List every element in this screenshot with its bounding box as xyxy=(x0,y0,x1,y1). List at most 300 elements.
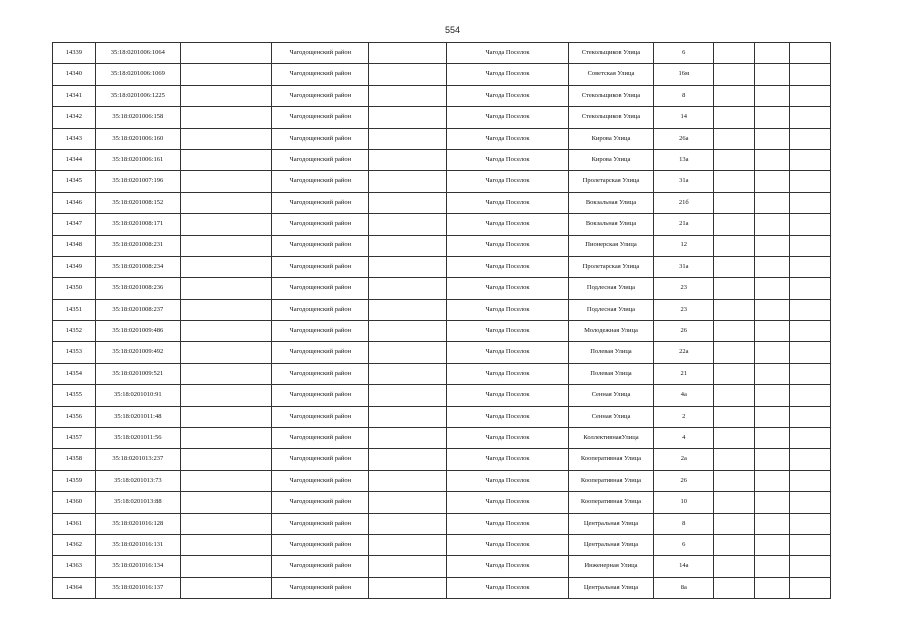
cadastral-number-cell: 35:18:0201016:128 xyxy=(95,513,180,534)
row-number-cell: 14355 xyxy=(53,385,96,406)
district-cell: Чагодощенский район xyxy=(272,470,369,491)
empty-cell xyxy=(369,534,447,555)
empty-cell xyxy=(755,428,790,449)
empty-cell xyxy=(369,406,447,427)
empty-cell xyxy=(180,577,272,598)
empty-cell xyxy=(714,363,755,384)
street-cell: Кирова Улица xyxy=(568,149,653,170)
empty-cell xyxy=(755,321,790,342)
row-number-cell: 14346 xyxy=(53,192,96,213)
district-cell: Чагодощенский район xyxy=(272,149,369,170)
empty-cell xyxy=(790,449,831,470)
table-row xyxy=(53,214,831,235)
house-number-cell: 26а xyxy=(654,128,714,149)
settlement-cell: Чагода Поселок xyxy=(447,171,569,192)
cadastral-number-cell: 35:18:0201013:73 xyxy=(95,470,180,491)
cadastral-number-cell: 35:18:0201008:152 xyxy=(95,192,180,213)
cadastral-number-cell: 35:18:0201011:56 xyxy=(95,428,180,449)
cadastral-number-cell: 35:18:0201006:1069 xyxy=(95,64,180,85)
empty-cell xyxy=(369,235,447,256)
empty-cell xyxy=(790,513,831,534)
cadastral-number-cell: 35:18:0201006:1064 xyxy=(95,43,180,64)
table-row xyxy=(53,406,831,427)
empty-cell xyxy=(755,299,790,320)
house-number-cell: 21б xyxy=(654,192,714,213)
empty-cell xyxy=(369,43,447,64)
empty-cell xyxy=(180,171,272,192)
house-number-cell: 26 xyxy=(654,470,714,491)
street-cell: Вокзальная Улица xyxy=(568,214,653,235)
empty-cell xyxy=(755,470,790,491)
cadastral-number-cell: 35:18:0201016:134 xyxy=(95,556,180,577)
table-row xyxy=(53,128,831,149)
empty-cell xyxy=(180,470,272,491)
cadastral-number-cell: 35:18:0201011:48 xyxy=(95,406,180,427)
house-number-cell: 21 xyxy=(654,363,714,384)
settlement-cell: Чагода Поселок xyxy=(447,214,569,235)
street-cell: Инженерная Улица xyxy=(568,556,653,577)
empty-cell xyxy=(790,43,831,64)
house-number-cell: 14а xyxy=(654,556,714,577)
district-cell: Чагодощенский район xyxy=(272,107,369,128)
empty-cell xyxy=(790,470,831,491)
cadastral-number-cell: 35:18:0201008:231 xyxy=(95,235,180,256)
table-row xyxy=(53,428,831,449)
house-number-cell: 26 xyxy=(654,321,714,342)
empty-cell xyxy=(714,321,755,342)
empty-cell xyxy=(714,278,755,299)
empty-cell xyxy=(180,85,272,106)
empty-cell xyxy=(755,107,790,128)
empty-cell xyxy=(180,534,272,555)
empty-cell xyxy=(755,171,790,192)
empty-cell xyxy=(369,449,447,470)
row-number-cell: 14342 xyxy=(53,107,96,128)
empty-cell xyxy=(755,556,790,577)
empty-cell xyxy=(180,214,272,235)
cadastral-number-cell: 35:18:0201010:91 xyxy=(95,385,180,406)
cadastral-number-cell: 35:18:0201008:234 xyxy=(95,256,180,277)
empty-cell xyxy=(714,556,755,577)
street-cell: Стекольщиков Улица xyxy=(568,43,653,64)
table-row xyxy=(53,470,831,491)
street-cell: Полевая Улица xyxy=(568,342,653,363)
street-cell: Центральная Улица xyxy=(568,577,653,598)
empty-cell xyxy=(755,513,790,534)
table-row xyxy=(53,363,831,384)
district-cell: Чагодощенский район xyxy=(272,406,369,427)
empty-cell xyxy=(755,128,790,149)
settlement-cell: Чагода Поселок xyxy=(447,556,569,577)
empty-cell xyxy=(790,214,831,235)
empty-cell xyxy=(180,64,272,85)
settlement-cell: Чагода Поселок xyxy=(447,385,569,406)
street-cell: Кооперативная Улица xyxy=(568,470,653,491)
settlement-cell: Чагода Поселок xyxy=(447,43,569,64)
street-cell: Центральная Улица xyxy=(568,534,653,555)
cadastral-number-cell: 35:18:0201009:492 xyxy=(95,342,180,363)
empty-cell xyxy=(714,64,755,85)
empty-cell xyxy=(180,406,272,427)
empty-cell xyxy=(714,192,755,213)
empty-cell xyxy=(790,342,831,363)
empty-cell xyxy=(755,492,790,513)
empty-cell xyxy=(369,107,447,128)
row-number-cell: 14361 xyxy=(53,513,96,534)
empty-cell xyxy=(369,299,447,320)
empty-cell xyxy=(755,278,790,299)
district-cell: Чагодощенский район xyxy=(272,299,369,320)
row-number-cell: 14341 xyxy=(53,85,96,106)
empty-cell xyxy=(714,107,755,128)
street-cell: Советская Улица xyxy=(568,64,653,85)
table-row xyxy=(53,492,831,513)
empty-cell xyxy=(180,192,272,213)
district-cell: Чагодощенский район xyxy=(272,492,369,513)
empty-cell xyxy=(714,171,755,192)
empty-cell xyxy=(755,385,790,406)
cadastral-number-cell: 35:18:0201009:486 xyxy=(95,321,180,342)
settlement-cell: Чагода Поселок xyxy=(447,299,569,320)
empty-cell xyxy=(714,235,755,256)
empty-cell xyxy=(369,363,447,384)
cadastral-number-cell: 35:18:0201008:237 xyxy=(95,299,180,320)
row-number-cell: 14351 xyxy=(53,299,96,320)
street-cell: Сенная Улица xyxy=(568,406,653,427)
table-row xyxy=(53,107,831,128)
empty-cell xyxy=(790,385,831,406)
table-row xyxy=(53,149,831,170)
empty-cell xyxy=(714,128,755,149)
table-row xyxy=(53,513,831,534)
cadastral-number-cell: 35:18:0201006:161 xyxy=(95,149,180,170)
district-cell: Чагодощенский район xyxy=(272,85,369,106)
table-row xyxy=(53,556,831,577)
district-cell: Чагодощенский район xyxy=(272,43,369,64)
district-cell: Чагодощенский район xyxy=(272,128,369,149)
street-cell: КоллективнаяУлица xyxy=(568,428,653,449)
house-number-cell: 21а xyxy=(654,214,714,235)
district-cell: Чагодощенский район xyxy=(272,513,369,534)
row-number-cell: 14352 xyxy=(53,321,96,342)
empty-cell xyxy=(180,299,272,320)
empty-cell xyxy=(790,149,831,170)
empty-cell xyxy=(369,85,447,106)
house-number-cell: 8 xyxy=(654,513,714,534)
empty-cell xyxy=(790,577,831,598)
empty-cell xyxy=(790,428,831,449)
empty-cell xyxy=(790,363,831,384)
house-number-cell: 31а xyxy=(654,171,714,192)
empty-cell xyxy=(180,363,272,384)
empty-cell xyxy=(369,321,447,342)
street-cell: Стекольщиков Улица xyxy=(568,85,653,106)
row-number-cell: 14347 xyxy=(53,214,96,235)
street-cell: Кирова Улица xyxy=(568,128,653,149)
row-number-cell: 14354 xyxy=(53,363,96,384)
table-row xyxy=(53,64,831,85)
empty-cell xyxy=(180,321,272,342)
row-number-cell: 14344 xyxy=(53,149,96,170)
empty-cell xyxy=(790,128,831,149)
table-row xyxy=(53,449,831,470)
cadastral-number-cell: 35:18:0201013:237 xyxy=(95,449,180,470)
row-number-cell: 14364 xyxy=(53,577,96,598)
cadastral-number-cell: 35:18:0201009:521 xyxy=(95,363,180,384)
empty-cell xyxy=(714,85,755,106)
settlement-cell: Чагода Поселок xyxy=(447,321,569,342)
house-number-cell: 6 xyxy=(654,43,714,64)
house-number-cell: 6 xyxy=(654,534,714,555)
cadastral-number-cell: 35:18:0201006:1225 xyxy=(95,85,180,106)
empty-cell xyxy=(180,428,272,449)
empty-cell xyxy=(755,449,790,470)
street-cell: Вокзальная Улица xyxy=(568,192,653,213)
district-cell: Чагодощенский район xyxy=(272,534,369,555)
house-number-cell: 2а xyxy=(654,449,714,470)
district-cell: Чагодощенский район xyxy=(272,385,369,406)
empty-cell xyxy=(790,107,831,128)
district-cell: Чагодощенский район xyxy=(272,214,369,235)
street-cell: Сенная Улица xyxy=(568,385,653,406)
empty-cell xyxy=(180,149,272,170)
settlement-cell: Чагода Поселок xyxy=(447,128,569,149)
cadastral-number-cell: 35:18:0201006:158 xyxy=(95,107,180,128)
empty-cell xyxy=(714,342,755,363)
empty-cell xyxy=(790,235,831,256)
settlement-cell: Чагода Поселок xyxy=(447,192,569,213)
settlement-cell: Чагода Поселок xyxy=(447,64,569,85)
settlement-cell: Чагода Поселок xyxy=(447,107,569,128)
district-cell: Чагодощенский район xyxy=(272,342,369,363)
settlement-cell: Чагода Поселок xyxy=(447,449,569,470)
empty-cell xyxy=(180,449,272,470)
row-number-cell: 14340 xyxy=(53,64,96,85)
empty-cell xyxy=(790,192,831,213)
district-cell: Чагодощенский район xyxy=(272,577,369,598)
house-number-cell: 8а xyxy=(654,577,714,598)
empty-cell xyxy=(790,556,831,577)
registry-body xyxy=(53,43,831,599)
empty-cell xyxy=(755,214,790,235)
district-cell: Чагодощенский район xyxy=(272,192,369,213)
street-cell: Подлесная Улица xyxy=(568,278,653,299)
house-number-cell: 2 xyxy=(654,406,714,427)
house-number-cell: 31а xyxy=(654,256,714,277)
empty-cell xyxy=(755,235,790,256)
empty-cell xyxy=(369,513,447,534)
street-cell: Подлесная Улица xyxy=(568,299,653,320)
row-number-cell: 14349 xyxy=(53,256,96,277)
table-row xyxy=(53,256,831,277)
empty-cell xyxy=(369,278,447,299)
empty-cell xyxy=(755,256,790,277)
cadastral-number-cell: 35:18:0201006:160 xyxy=(95,128,180,149)
empty-cell xyxy=(790,534,831,555)
table-row xyxy=(53,85,831,106)
empty-cell xyxy=(714,428,755,449)
table-row xyxy=(53,385,831,406)
empty-cell xyxy=(369,342,447,363)
street-cell: Кооперативная Улица xyxy=(568,492,653,513)
empty-cell xyxy=(180,342,272,363)
registry-table xyxy=(52,42,831,599)
row-number-cell: 14343 xyxy=(53,128,96,149)
district-cell: Чагодощенский район xyxy=(272,64,369,85)
empty-cell xyxy=(369,171,447,192)
house-number-cell: 4а xyxy=(654,385,714,406)
table-row xyxy=(53,534,831,555)
empty-cell xyxy=(180,256,272,277)
empty-cell xyxy=(714,534,755,555)
cadastral-number-cell: 35:18:0201016:131 xyxy=(95,534,180,555)
row-number-cell: 14360 xyxy=(53,492,96,513)
settlement-cell: Чагода Поселок xyxy=(447,428,569,449)
table-row xyxy=(53,342,831,363)
district-cell: Чагодощенский район xyxy=(272,449,369,470)
settlement-cell: Чагода Поселок xyxy=(447,149,569,170)
house-number-cell: 14 xyxy=(654,107,714,128)
house-number-cell: 10 xyxy=(654,492,714,513)
empty-cell xyxy=(755,363,790,384)
cadastral-number-cell: 35:18:0201007:196 xyxy=(95,171,180,192)
row-number-cell: 14353 xyxy=(53,342,96,363)
street-cell: Пионерская Улица xyxy=(568,235,653,256)
empty-cell xyxy=(180,385,272,406)
empty-cell xyxy=(755,192,790,213)
house-number-cell: 4 xyxy=(654,428,714,449)
settlement-cell: Чагода Поселок xyxy=(447,342,569,363)
settlement-cell: Чагода Поселок xyxy=(447,577,569,598)
settlement-cell: Чагода Поселок xyxy=(447,85,569,106)
district-cell: Чагодощенский район xyxy=(272,321,369,342)
street-cell: Молодежная Улица xyxy=(568,321,653,342)
house-number-cell: 23 xyxy=(654,278,714,299)
row-number-cell: 14363 xyxy=(53,556,96,577)
district-cell: Чагодощенский район xyxy=(272,556,369,577)
district-cell: Чагодощенский район xyxy=(272,278,369,299)
table-row xyxy=(53,299,831,320)
empty-cell xyxy=(755,85,790,106)
empty-cell xyxy=(790,85,831,106)
empty-cell xyxy=(714,385,755,406)
cadastral-number-cell: 35:18:0201013:88 xyxy=(95,492,180,513)
row-number-cell: 14358 xyxy=(53,449,96,470)
empty-cell xyxy=(714,492,755,513)
empty-cell xyxy=(369,577,447,598)
empty-cell xyxy=(180,235,272,256)
empty-cell xyxy=(180,278,272,299)
empty-cell xyxy=(714,43,755,64)
empty-cell xyxy=(180,128,272,149)
empty-cell xyxy=(369,385,447,406)
settlement-cell: Чагода Поселок xyxy=(447,278,569,299)
settlement-cell: Чагода Поселок xyxy=(447,406,569,427)
settlement-cell: Чагода Поселок xyxy=(447,470,569,491)
empty-cell xyxy=(755,577,790,598)
table-row xyxy=(53,192,831,213)
row-number-cell: 14357 xyxy=(53,428,96,449)
empty-cell xyxy=(790,171,831,192)
row-number-cell: 14350 xyxy=(53,278,96,299)
table-row xyxy=(53,43,831,64)
street-cell: Кооперативная Улица xyxy=(568,449,653,470)
cadastral-number-cell: 35:18:0201016:137 xyxy=(95,577,180,598)
row-number-cell: 14356 xyxy=(53,406,96,427)
cadastral-number-cell: 35:18:0201008:236 xyxy=(95,278,180,299)
house-number-cell: 22а xyxy=(654,342,714,363)
empty-cell xyxy=(180,107,272,128)
empty-cell xyxy=(369,256,447,277)
empty-cell xyxy=(790,321,831,342)
empty-cell xyxy=(790,406,831,427)
empty-cell xyxy=(714,470,755,491)
empty-cell xyxy=(369,128,447,149)
empty-cell xyxy=(755,149,790,170)
empty-cell xyxy=(755,64,790,85)
empty-cell xyxy=(790,299,831,320)
street-cell: Центральная Улица xyxy=(568,513,653,534)
empty-cell xyxy=(369,214,447,235)
settlement-cell: Чагода Поселок xyxy=(447,534,569,555)
row-number-cell: 14339 xyxy=(53,43,96,64)
table-row xyxy=(53,321,831,342)
district-cell: Чагодощенский район xyxy=(272,428,369,449)
empty-cell xyxy=(369,192,447,213)
empty-cell xyxy=(790,256,831,277)
row-number-cell: 14362 xyxy=(53,534,96,555)
empty-cell xyxy=(714,214,755,235)
row-number-cell: 14345 xyxy=(53,171,96,192)
empty-cell xyxy=(180,492,272,513)
empty-cell xyxy=(790,278,831,299)
street-cell: Пролетарская Улица xyxy=(568,171,653,192)
page-number: 554 xyxy=(444,25,461,35)
row-number-cell: 14359 xyxy=(53,470,96,491)
empty-cell xyxy=(369,428,447,449)
house-number-cell: 23 xyxy=(654,299,714,320)
house-number-cell: 13а xyxy=(654,149,714,170)
row-number-cell: 14348 xyxy=(53,235,96,256)
house-number-cell: 16м xyxy=(654,64,714,85)
empty-cell xyxy=(369,64,447,85)
empty-cell xyxy=(369,492,447,513)
empty-cell xyxy=(714,299,755,320)
empty-cell xyxy=(714,406,755,427)
district-cell: Чагодощенский район xyxy=(272,363,369,384)
table-row xyxy=(53,235,831,256)
street-cell: Пролетарская Улица xyxy=(568,256,653,277)
empty-cell xyxy=(180,556,272,577)
empty-cell xyxy=(369,556,447,577)
table-row xyxy=(53,171,831,192)
cadastral-number-cell: 35:18:0201008:171 xyxy=(95,214,180,235)
empty-cell xyxy=(714,149,755,170)
empty-cell xyxy=(790,64,831,85)
empty-cell xyxy=(714,513,755,534)
house-number-cell: 8 xyxy=(654,85,714,106)
empty-cell xyxy=(755,43,790,64)
house-number-cell: 12 xyxy=(654,235,714,256)
table-row xyxy=(53,577,831,598)
street-cell: Стекольщиков Улица xyxy=(568,107,653,128)
street-cell: Полевая Улица xyxy=(568,363,653,384)
empty-cell xyxy=(755,342,790,363)
district-cell: Чагодощенский район xyxy=(272,171,369,192)
empty-cell xyxy=(180,513,272,534)
empty-cell xyxy=(755,534,790,555)
settlement-cell: Чагода Поселок xyxy=(447,256,569,277)
